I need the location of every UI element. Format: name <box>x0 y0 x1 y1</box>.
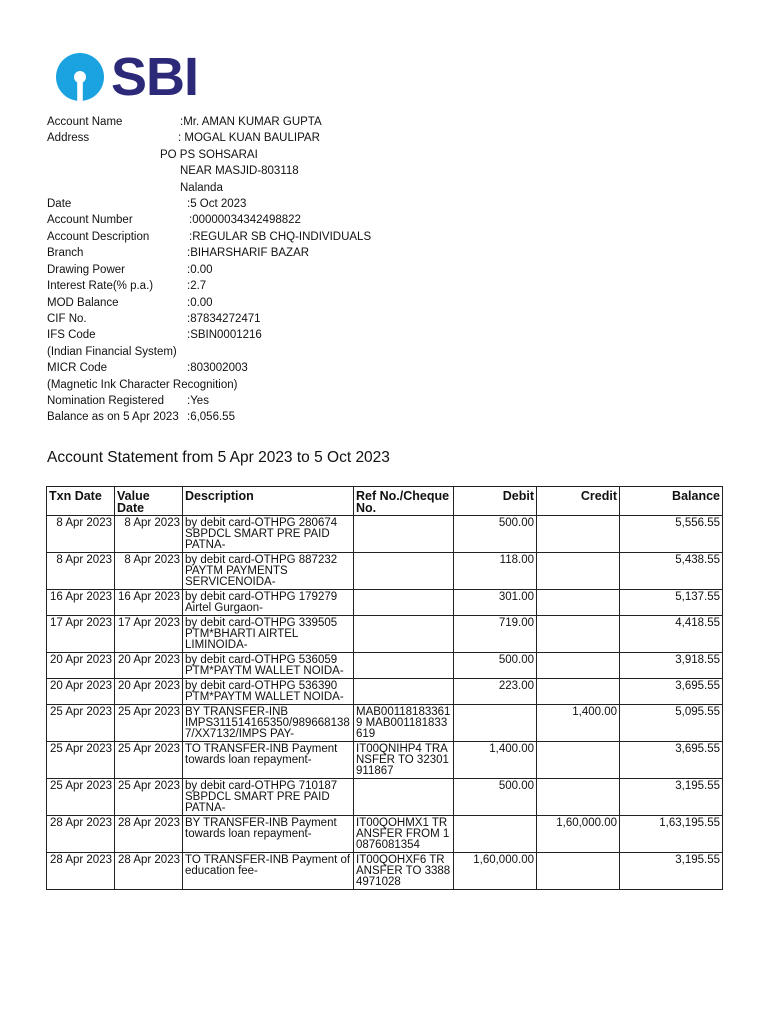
statement-heading: Account Statement from 5 Apr 2023 to 5 Oct 2023 <box>47 449 390 466</box>
credit-cell: 1,60,000.00 <box>537 816 620 853</box>
value-date-cell: 20 Apr 2023 <box>115 679 183 705</box>
ref-no-cell <box>354 553 454 590</box>
description-cell: by debit card-OTHPG 536059 PTM*PAYTM WALLET NOIDA- <box>183 653 354 679</box>
txn-date-cell: 25 Apr 2023 <box>47 779 115 816</box>
balance-cell: 5,438.55 <box>620 553 723 590</box>
debit-cell <box>454 816 537 853</box>
credit-cell <box>537 679 620 705</box>
account-info-value: NEAR MASJID-803118 <box>180 165 299 177</box>
debit-cell: 1,400.00 <box>454 742 537 779</box>
balance-header: Balance <box>620 487 723 516</box>
account-info-value: :0.00 <box>187 264 213 276</box>
table-row <box>47 705 723 742</box>
value-date-cell: 20 Apr 2023 <box>115 653 183 679</box>
value-date-cell: 25 Apr 2023 <box>115 705 183 742</box>
balance-cell: 3,695.55 <box>620 742 723 779</box>
credit-cell <box>537 590 620 616</box>
balance-cell: 5,095.55 <box>620 705 723 742</box>
debit-cell: 223.00 <box>454 679 537 705</box>
balance-cell: 1,63,195.55 <box>620 816 723 853</box>
credit-cell <box>537 853 620 890</box>
account-info-value: PO PS SOHSARAI <box>160 149 258 161</box>
description-cell: TO TRANSFER-INB Payment of education fee- <box>183 853 354 890</box>
account-info-label: Interest Rate(% p.a.) <box>47 280 154 292</box>
description-cell: by debit card-OTHPG 536390 PTM*PAYTM WALLET NOIDA- <box>183 679 354 705</box>
value-date-cell: 16 Apr 2023 <box>115 590 183 616</box>
debit-cell: 500.00 <box>454 779 537 816</box>
description-cell: TO TRANSFER-INB Payment towards loan repayment- <box>183 742 354 779</box>
txn-date-cell: 20 Apr 2023 <box>47 653 115 679</box>
account-info-label: Account Description <box>47 231 150 243</box>
debit-cell: 500.00 <box>454 516 537 553</box>
account-info-label: Drawing Power <box>47 264 125 276</box>
ref-no-cell <box>354 653 454 679</box>
account-info-label: Balance as on 5 Apr 2023 <box>47 411 179 423</box>
credit-cell <box>537 553 620 590</box>
table-row <box>47 853 723 890</box>
credit-cell <box>537 742 620 779</box>
account-info-value: :BIHARSHARIF BAZAR <box>187 247 310 259</box>
account-info-value: :SBIN0001216 <box>187 329 262 341</box>
description-cell: by debit card-OTHPG 887232 PAYTM PAYMENTS SERVICENOIDA- <box>183 553 354 590</box>
debit-cell: 1,60,000.00 <box>454 853 537 890</box>
debit-cell: 301.00 <box>454 590 537 616</box>
description-cell: BY TRANSFER-INB IMPS311514165350/9896681387/XX7132/IMPS PAY- <box>183 705 354 742</box>
ref-no-cell: MAB001181833619 MAB001181833619 <box>354 705 454 742</box>
description-cell: by debit card-OTHPG 280674 SBPDCL SMART PRE PAID PATNA- <box>183 516 354 553</box>
txn-date-cell: 17 Apr 2023 <box>47 616 115 653</box>
account-info-value: : MOGAL KUAN BAULIPAR <box>178 132 320 144</box>
transaction-table <box>46 486 723 890</box>
account-info-value: :87834272471 <box>187 313 261 325</box>
txn-date-cell: 8 Apr 2023 <box>47 516 115 553</box>
ref-no-cell <box>354 779 454 816</box>
account-info-label: Branch <box>47 247 84 259</box>
table-header-row <box>47 487 723 516</box>
table-row <box>47 779 723 816</box>
table-row <box>47 516 723 553</box>
balance-cell: 5,556.55 <box>620 516 723 553</box>
account-info-value: :5 Oct 2023 <box>187 198 247 210</box>
account-info-label: (Magnetic Ink Character Recognition) <box>47 379 238 391</box>
account-info-label: MICR Code <box>47 362 108 374</box>
description-cell: by debit card-OTHPG 710187 SBPDCL SMART PRE PAID PATNA- <box>183 779 354 816</box>
credit-cell <box>537 653 620 679</box>
value-date-cell: 8 Apr 2023 <box>115 516 183 553</box>
table-row <box>47 553 723 590</box>
description-cell: BY TRANSFER-INB Payment towards loan repayment- <box>183 816 354 853</box>
txn-date-cell: 28 Apr 2023 <box>47 853 115 890</box>
ref-no-cell <box>354 679 454 705</box>
table-row <box>47 679 723 705</box>
account-info-value: :2.7 <box>187 280 207 292</box>
credit-header: Credit <box>537 487 620 516</box>
debit-cell <box>454 705 537 742</box>
account-info-label: Address <box>47 132 90 144</box>
table-row <box>47 653 723 679</box>
description-header: Description <box>183 487 354 516</box>
balance-cell: 3,195.55 <box>620 779 723 816</box>
ref-no-cell: IT00QNIHP4 TRANSFER TO 32301911867 <box>354 742 454 779</box>
txn-date-cell: 28 Apr 2023 <box>47 816 115 853</box>
sbi-logo <box>55 47 199 107</box>
ref-no-cell <box>354 616 454 653</box>
value-date-cell: 28 Apr 2023 <box>115 853 183 890</box>
account-info-label: MOD Balance <box>47 297 119 309</box>
balance-cell: 3,695.55 <box>620 679 723 705</box>
txn-date-cell: 20 Apr 2023 <box>47 679 115 705</box>
account-info-label: CIF No. <box>47 313 87 325</box>
credit-cell: 1,400.00 <box>537 705 620 742</box>
sbi-keyhole-icon <box>55 52 105 102</box>
debit-cell: 500.00 <box>454 653 537 679</box>
account-info-value: :0.00 <box>187 297 213 309</box>
ref-no-cell <box>354 516 454 553</box>
account-info-label: IFS Code <box>47 329 96 341</box>
debit-cell: 118.00 <box>454 553 537 590</box>
value-date-cell: 25 Apr 2023 <box>115 742 183 779</box>
table-row <box>47 742 723 779</box>
credit-cell <box>537 516 620 553</box>
account-info-value: :Yes <box>187 395 209 407</box>
account-info-value: :803002003 <box>187 362 248 374</box>
value-date-cell: 25 Apr 2023 <box>115 779 183 816</box>
txn-date-cell: 25 Apr 2023 <box>47 742 115 779</box>
sbi-logo-text: SBI <box>111 47 199 107</box>
value-date-cell: 28 Apr 2023 <box>115 816 183 853</box>
table-row <box>47 590 723 616</box>
account-info-label: (Indian Financial System) <box>47 346 177 358</box>
account-info-value: :Mr. AMAN KUMAR GUPTA <box>180 116 322 128</box>
account-info-value: :00000034342498822 <box>189 214 301 226</box>
credit-cell <box>537 616 620 653</box>
account-info-value: Nalanda <box>180 182 223 194</box>
txn-date-cell: 16 Apr 2023 <box>47 590 115 616</box>
debit-header: Debit <box>454 487 537 516</box>
table-body <box>47 516 723 890</box>
txn-date-cell: 8 Apr 2023 <box>47 553 115 590</box>
description-cell: by debit card-OTHPG 339505 PTM*BHARTI AIRTEL LIMINOIDA- <box>183 616 354 653</box>
credit-cell <box>537 779 620 816</box>
value-date-cell: 8 Apr 2023 <box>115 553 183 590</box>
account-info-value: :REGULAR SB CHQ-INDIVIDUALS <box>189 231 372 243</box>
ref-no-cell: IT00QOHMX1 TRANSFER FROM 10876081354 <box>354 816 454 853</box>
value-date-header: Value Date <box>115 487 183 516</box>
txn-date-cell: 25 Apr 2023 <box>47 705 115 742</box>
description-cell: by debit card-OTHPG 179279 Airtel Gurgaon- <box>183 590 354 616</box>
ref-no-cell <box>354 590 454 616</box>
value-date-cell: 17 Apr 2023 <box>115 616 183 653</box>
account-info-value: :6,056.55 <box>187 411 235 423</box>
balance-cell: 5,137.55 <box>620 590 723 616</box>
balance-cell: 3,195.55 <box>620 853 723 890</box>
account-info-label: Nomination Registered <box>47 395 164 407</box>
balance-cell: 3,918.55 <box>620 653 723 679</box>
ref-no-header: Ref No./Cheque No. <box>354 487 454 516</box>
debit-cell: 719.00 <box>454 616 537 653</box>
account-info-label: Account Number <box>47 214 133 226</box>
table-row <box>47 816 723 853</box>
txn-date-header: Txn Date <box>47 487 115 516</box>
account-info-label: Date <box>47 198 72 210</box>
ref-no-cell: IT00QOHXF6 TRANSFER TO 33884971028 <box>354 853 454 890</box>
balance-cell: 4,418.55 <box>620 616 723 653</box>
account-info-label: Account Name <box>47 116 123 128</box>
table-row <box>47 616 723 653</box>
